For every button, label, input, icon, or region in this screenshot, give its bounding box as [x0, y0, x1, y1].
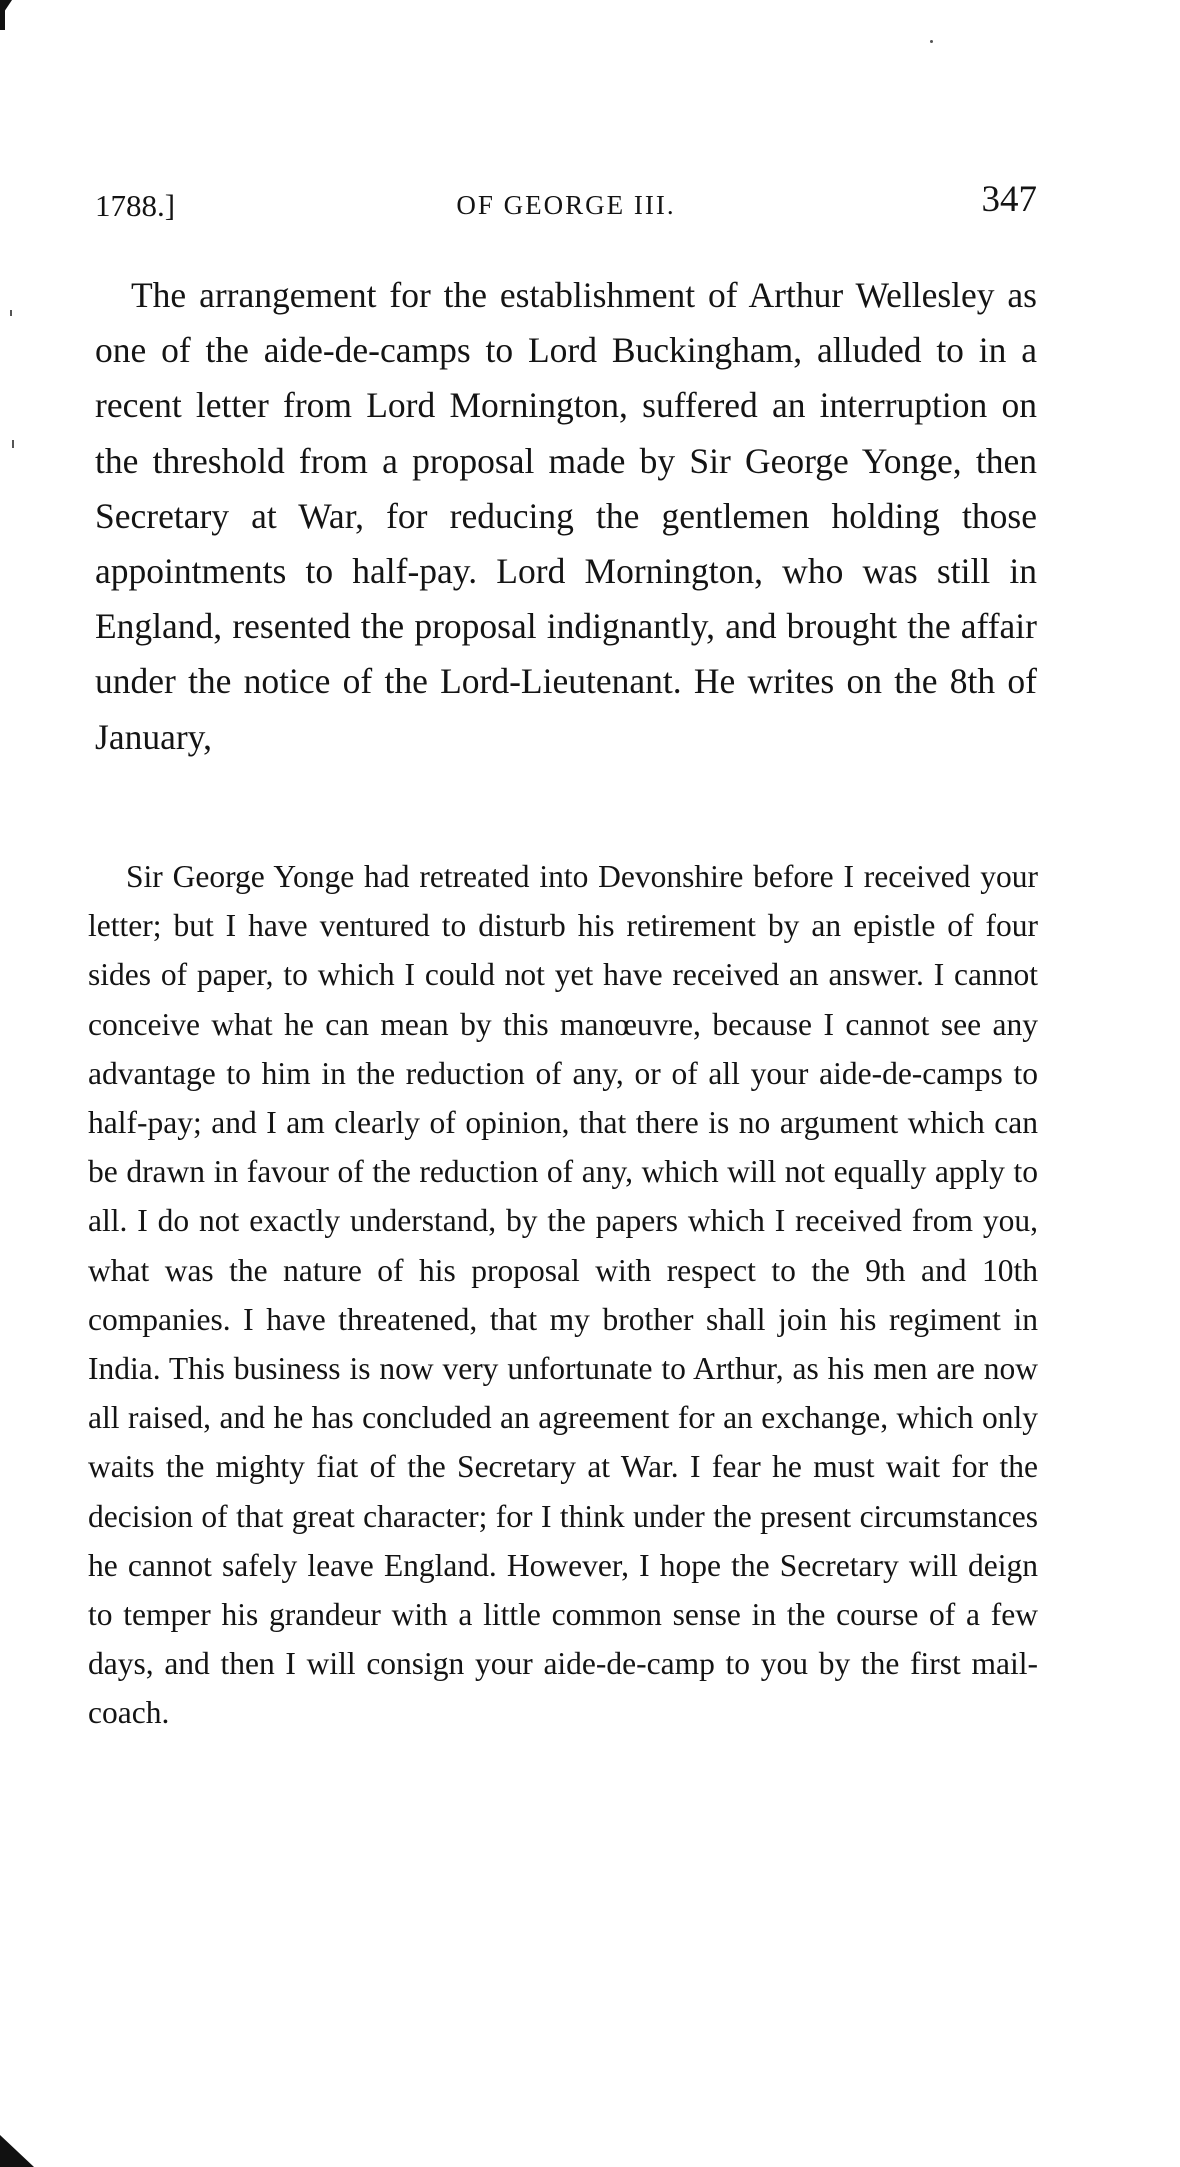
- scan-corner-mark-bottom-left: [0, 2135, 34, 2167]
- header-year: 1788.]: [95, 188, 176, 223]
- quoted-letter: Sir George Yonge had retreated into Devonshire before I received your letter; but I have ventured to disturb his retirement by an epistle of four sides of paper, to which I could not yet have received an answer. I cannot conceive what he can mean by this manœuvre, because I cannot see any advantage to him in the reduction of any, or of all your aide-de-camps to half-pay; and I am clearly of opinion, that there is no argument which can be drawn in favour of the reduction of any, which will not equally apply to all. I do not exactly understand, by the papers which I received from you, what was the nature of his proposal with respect to the 9th and 10th companies. I have threatened, that my brother shall join his regiment in India. This business is now very unfortunate to Arthur, as his men are now all raised, and he has concluded an agreement for an exchange, which only waits the mighty fiat of the Secretary at War. I fear he must wait for the decision of that great character; for I think under the present circumstances he cannot safely leave England. However, I hope the Secretary will deign to temper his grandeur with a little common sense in the course of a few days, and then I will consign your aide-de-camp to you by the first mail-coach.: [88, 859, 1038, 1731]
- scan-edge-mark-top-left: [0, 0, 5, 30]
- page-number: 347: [981, 179, 1037, 220]
- running-header: [95, 178, 1037, 228]
- header-title: OF GEORGE III.: [456, 190, 676, 220]
- scan-speck: [930, 40, 933, 43]
- main-paragraph: The arrangement for the establishment of Arthur Wellesley as one of the aide-de-camps to Lord Buckingham, alluded to in a recent letter from Lord Mornington, suffered an interruption on the threshold from a proposal made by Sir George Yonge, then Secretary at War, for reducing the gentlemen holding those appointments to half-pay. Lord Mornington, who was still in England, resented the proposal indignantly, and brought the affair under the notice of the Lord-Lieutenant. He writes on the 8th of January,: [95, 275, 1037, 757]
- scan-speck: [12, 440, 14, 448]
- scan-speck: [10, 310, 12, 316]
